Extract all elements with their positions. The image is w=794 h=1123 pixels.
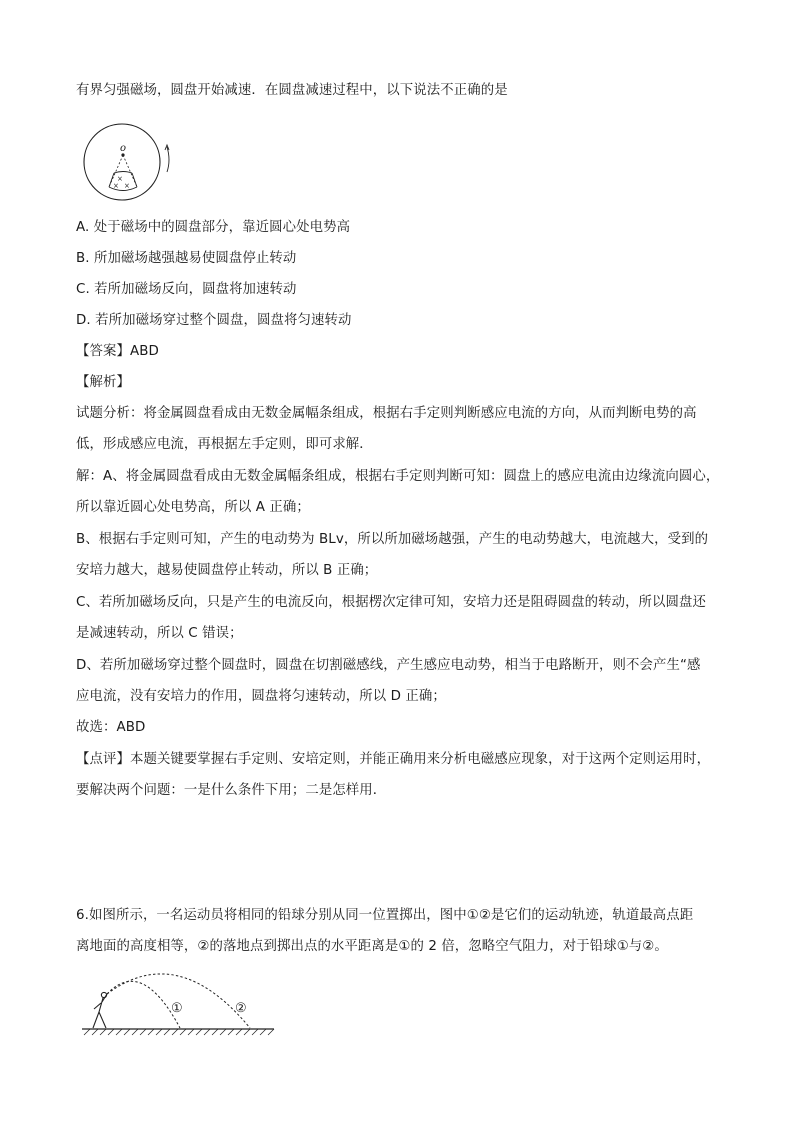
- analysis-line: B、根据右手定则可知，产生的电动势为 BLv，所以所加磁场越强，产生的电动势越大，电流越大，受到的: [76, 532, 709, 547]
- trajectory-1: [107, 981, 180, 1028]
- comment-line: 要解决两个问题：一是什么条件下用；二是怎样用．: [76, 783, 387, 798]
- rotation-arrow: [167, 147, 169, 172]
- option-c: C. 若所加磁场反向，圆盘将加速转动: [76, 282, 297, 297]
- field-mark: ×: [117, 175, 123, 183]
- shot-put-trajectory-figure: [80, 965, 276, 1037]
- analysis-line: 故选：ABD: [76, 720, 146, 735]
- field-mark: ×: [113, 182, 119, 190]
- field-region-right: [132, 173, 137, 187]
- analysis-line: D、若所加磁场穿过整个圆盘时，圆盘在切割磁感线，产生感应电动势，相当于电路断开，则不会产生“感: [76, 658, 701, 673]
- disk-center-label: o: [120, 143, 127, 154]
- analysis-heading: 【解析】: [76, 375, 130, 390]
- option-a: A. 处于磁场中的圆盘部分，靠近圆心处电势高: [76, 220, 351, 235]
- analysis-line: C、若所加磁场反向，只是产生的电流反向，根据楞次定律可知，安培力还是阻碍圆盘的转动，所以圆盘还: [76, 595, 707, 610]
- trajectory-1-label: ①: [171, 1001, 183, 1016]
- analysis-line: 是减速转动，所以 C 错误；: [76, 626, 243, 641]
- field-region-top-arc: [114, 172, 132, 174]
- analysis-line: 解：A、将金属圆盘看成由无数金属幅条组成，根据右手定则判断可知：圆盘上的感应电流由边缘流向圆心，: [76, 469, 720, 484]
- option-d: D. 若所加磁场穿过整个圆盘，圆盘将匀速转动: [76, 313, 352, 328]
- athlete-figure: [93, 992, 107, 1028]
- analysis-line: 试题分析：将金属圆盘看成由无数金属幅条组成，根据右手定则判断感应电流的方向，从而判断电势的高: [76, 406, 697, 421]
- ground-hatching: [84, 1029, 274, 1035]
- comment-line: 【点评】本题关键要掌握右手定则、安培定则，并能正确用来分析电磁感应现象，对于这两个定则运用时，: [76, 752, 711, 767]
- option-b: B. 所加磁场越强越易使圆盘停止转动: [76, 251, 297, 266]
- question-stem-tail: 有界匀强磁场，圆盘开始减速．在圆盘减速过程中，以下说法不正确的是: [76, 83, 508, 98]
- analysis-line: 安培力越大，越易使圆盘停止转动，所以 B 正确；: [76, 563, 378, 578]
- analysis-line: 应电流，没有安培力的作用，圆盘将匀速转动，所以 D 正确；: [76, 689, 446, 704]
- q6-stem-line: 6.如图所示，一名运动员将相同的铅球分别从同一位置掷出，图中①②是它们的运动轨迹，轨道最高点距: [76, 908, 694, 923]
- trajectory-2-label: ②: [235, 1001, 247, 1016]
- q6-stem-line: 离地面的高度相等，②的落地点到掷出点的水平距离是①的 2 倍，忽略空气阻力，对于铅球①与②。: [76, 939, 668, 954]
- disk-circle: [84, 124, 160, 200]
- analysis-line: 所以靠近圆心处电势高，所以 A 正确；: [76, 500, 310, 515]
- analysis-line: 低，形成感应电流，再根据左手定则，即可求解．: [76, 437, 373, 452]
- answer-line: 【答案】ABD: [76, 344, 159, 359]
- rotating-disk-figure: [76, 122, 176, 204]
- field-mark: ×: [124, 182, 130, 190]
